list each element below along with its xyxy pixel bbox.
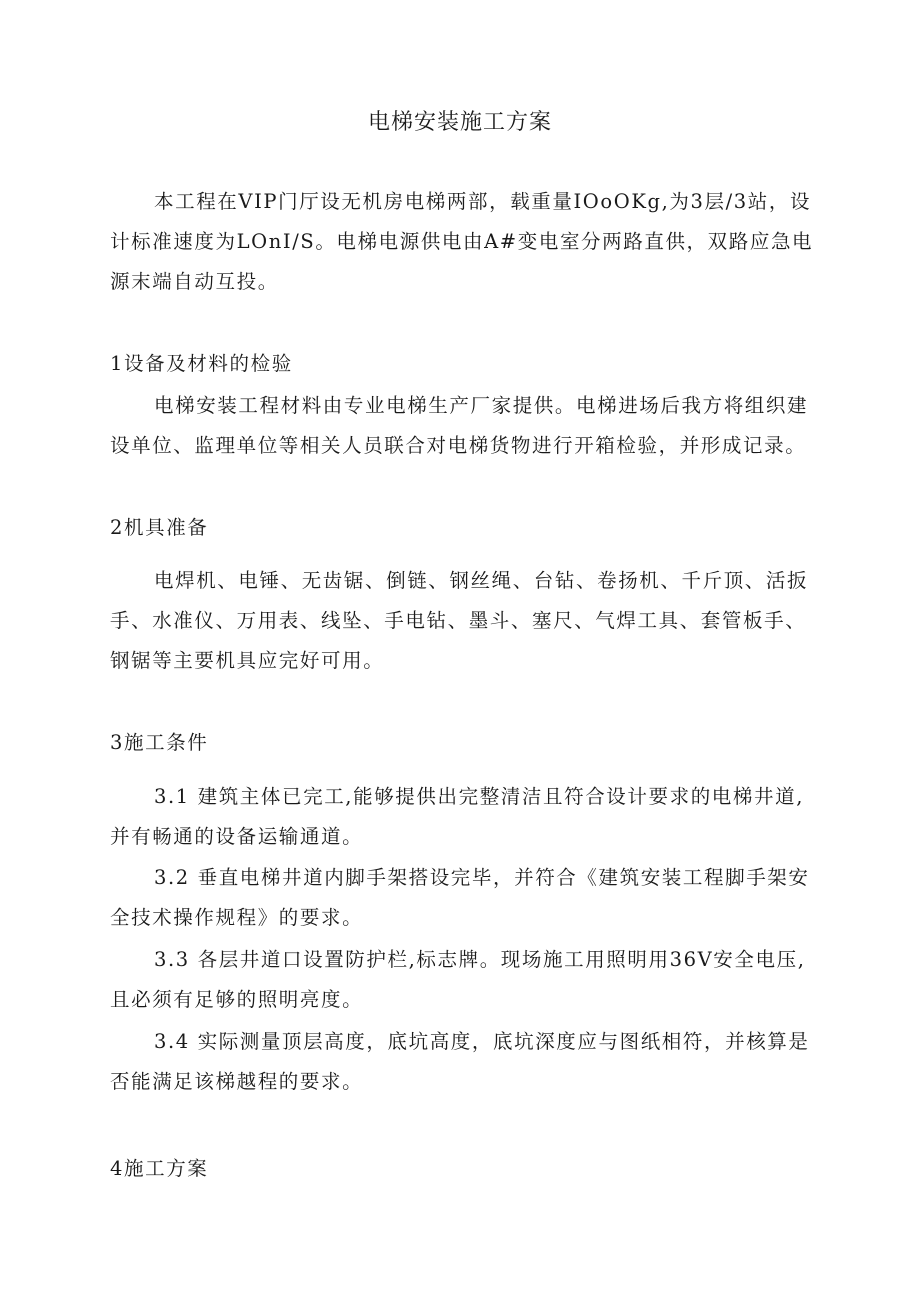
section-3-line: 否能满足该梯越程的要求。 <box>110 1070 364 1093</box>
intro-line: 源末端自动互投。 <box>110 270 279 293</box>
section-3-item-2 <box>110 858 830 938</box>
section-3-item-1 <box>110 777 830 857</box>
section-3-line: 3.1 建筑主体已完工,能够提供出完整清洁且符合设计要求的电梯井道, <box>154 785 805 808</box>
section-1-line: 设单位、监理单位等相关人员联合对电梯货物进行开箱检验，并形成记录。 <box>110 434 807 457</box>
section-2-heading: 2机具准备 <box>110 516 209 539</box>
section-2-line: 电焊机、电锤、无齿锯、倒链、钢丝绳、台钻、卷扬机、千斤顶、活扳 <box>154 569 809 592</box>
section-3-line: 3.4 实际测量顶层高度，底坑高度，底坑深度应与图纸相符，并核算是 <box>154 1030 810 1053</box>
section-4-heading: 4施工方案 <box>110 1157 209 1180</box>
section-3-line: 全技术操作规程》的要求。 <box>110 906 364 929</box>
section-1-paragraph <box>110 386 830 466</box>
section-1-heading: 1设备及材料的检验 <box>110 352 293 375</box>
section-3-line: 且必须有足够的照明亮度。 <box>110 988 364 1011</box>
section-3-heading: 3施工条件 <box>110 731 209 754</box>
intro-line: 本工程在VIP门厅设无机房电梯两部，载重量IOoOKg,为3层/3站，设 <box>154 190 812 213</box>
section-3-line: 并有畅通的设备运输通道。 <box>110 825 364 848</box>
section-3-line: 3.3 各层井道口设置防护栏,标志牌。现场施工用照明用36V安全电压, <box>154 948 806 971</box>
intro-line: 计标准速度为LOnI/S。电梯电源供电由A#变电室分两路直供，双路应急电 <box>110 230 814 253</box>
section-2-line: 钢锯等主要机具应完好可用。 <box>110 649 385 672</box>
section-2-paragraph <box>110 561 830 681</box>
section-1-line: 电梯安装工程材料由专业电梯生产厂家提供。电梯进场后我方将组织建 <box>154 394 809 417</box>
intro-paragraph <box>110 182 830 302</box>
section-3-item-3 <box>110 940 830 1020</box>
section-3-line: 3.2 垂直电梯井道内脚手架搭设完毕，并符合《建筑安装工程脚手架安 <box>154 866 810 889</box>
section-3-item-4 <box>110 1022 830 1102</box>
document-title: 电梯安装施工方案 <box>367 110 552 135</box>
section-2-line: 手、水准仪、万用表、线坠、手电钻、墨斗、塞尺、气焊工具、套管板手、 <box>110 609 807 632</box>
